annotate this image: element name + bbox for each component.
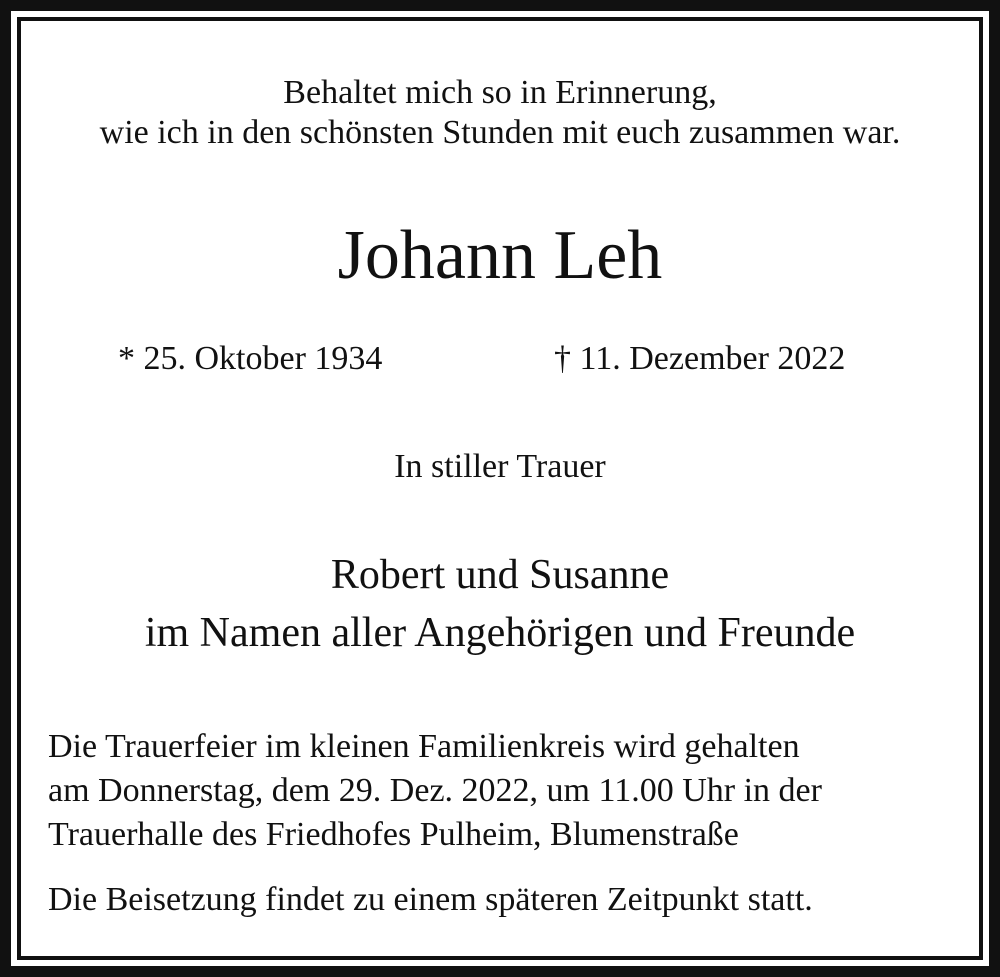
funeral-line-1: Die Trauerfeier im kleinen Familienkreis wird gehalten xyxy=(48,728,800,765)
mourning-phrase: In stiller Trauer xyxy=(394,448,606,485)
motto-line-1: Behaltet mich so in Erinnerung, xyxy=(283,74,717,111)
funeral-line-3: Trauerhalle des Friedhofes Pulheim, Blumenstraße xyxy=(48,816,739,853)
funeral-line-2: am Donnerstag, dem 29. Dez. 2022, um 11.00 Uhr in der xyxy=(48,772,822,809)
motto-line-2: wie ich in den schönsten Stunden mit euch zusammen war. xyxy=(99,114,901,151)
death-date: † 11. Dezember 2022 xyxy=(554,340,846,377)
birth-date: * 25. Oktober 1934 xyxy=(118,340,383,377)
burial-note: Die Beisetzung findet zu einem späteren Zeitpunkt statt. xyxy=(48,881,813,918)
mourners-line-1: Robert und Susanne xyxy=(330,552,670,598)
mourners-line-2: im Namen aller Angehörigen und Freunde xyxy=(144,610,856,656)
deceased-name: Johann Leh xyxy=(337,217,663,294)
